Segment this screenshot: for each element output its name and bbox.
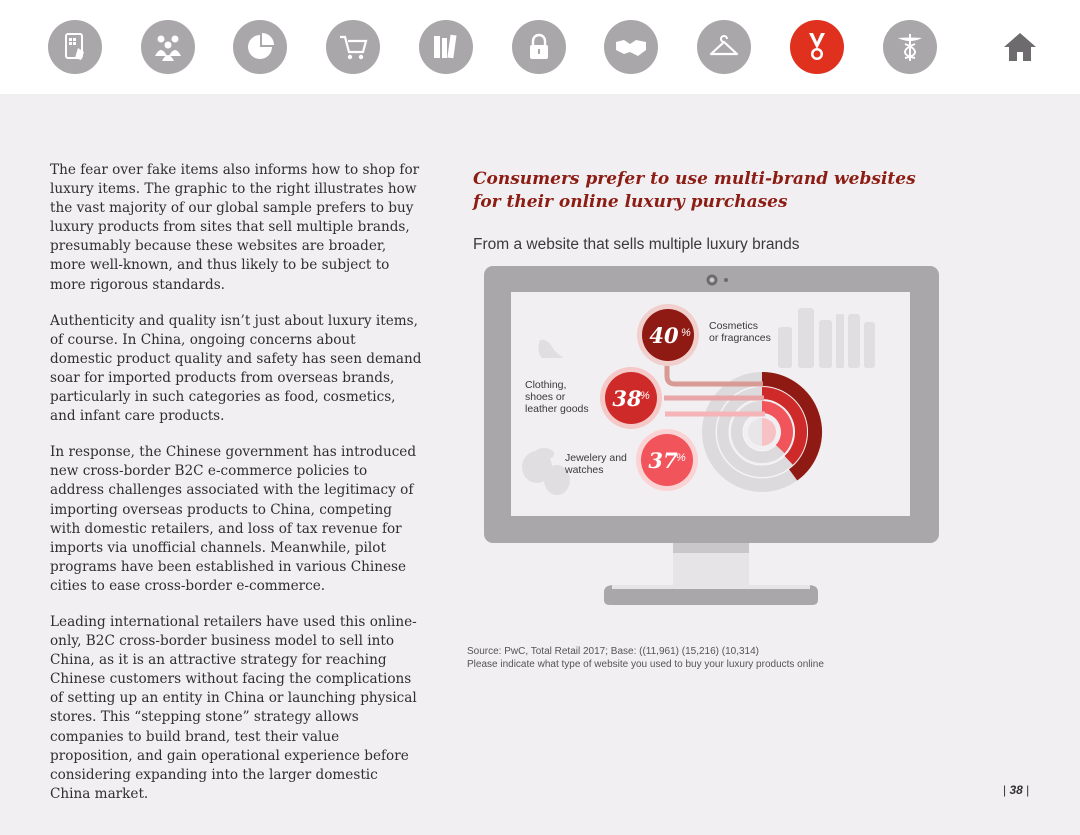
percent-symbol: % [676, 452, 686, 464]
nav-people-icon[interactable] [141, 20, 195, 74]
category-label-cosmetics-2: or fragrances [709, 332, 771, 344]
source-line-1: Source: PwC, Total Retail 2017; Base: ((11,961) (15,216) (10,314) [467, 646, 760, 657]
nav-shopping-cart-icon[interactable] [326, 20, 380, 74]
category-label-jewelery-2: watches [565, 464, 604, 476]
category-label-cosmetics-1: Cosmetics [709, 320, 759, 332]
chart-title: Consumers prefer to use multi-brand websites for their online luxury purchases [473, 169, 916, 212]
category-label-clothing-3: leather goods [525, 403, 589, 415]
percent-symbol: % [681, 327, 691, 339]
monitor-chart [482, 262, 942, 618]
source-line-2: Please indicate what type of website you used to buy your luxury products online [467, 658, 824, 670]
chart-subtitle: From a website that sells multiple luxury brands [473, 236, 800, 253]
percent-symbol: % [640, 390, 650, 402]
value-label-jewelery: 37 [648, 448, 678, 473]
paragraph-1: The fear over fake items also informs how to shop for luxury items. The graphic to the right illustrates how the vast majority of our global sample prefers to buy luxury products from sites that sell multiple brands, presumably because these websites are broader, more well-known, and thus likely to be subject to more rigorous standards. [50, 162, 420, 293]
category-label-jewelery-1: Jewelery and [565, 452, 627, 464]
home-icon[interactable] [1002, 31, 1038, 63]
category-label-clothing-1: Clothing, [525, 379, 567, 391]
value-label-clothing: 38 [612, 386, 642, 411]
nav-lock-icon[interactable] [512, 20, 566, 74]
nav-caduceus-icon[interactable] [883, 20, 937, 74]
nav-medal-icon[interactable] [790, 20, 844, 74]
nav-hanger-icon[interactable] [697, 20, 751, 74]
nav-handshake-icon[interactable] [604, 20, 658, 74]
top-navigation [0, 0, 1080, 94]
nav-pie-chart-icon[interactable] [233, 20, 287, 74]
bubble-cosmetics [637, 304, 699, 366]
paragraph-2: Authenticity and quality isn’t just about luxury items, of course. In China, ongoing concerns about domestic product quality and safety has seen demand soar for imported products from overseas brands, particularly in such categories as food, cosmetics, and infant care products. [50, 312, 422, 425]
paragraph-4: Leading international retailers have used this online-only, B2C cross-border business model to sell into China, as it is an attractive strategy for reaching Chinese customers without facing the complications of setting up an entity in China or launching physical stores. This “stepping stone” strategy allows companies to build brand, test their value proposition, and gain operational experience before considering expanding into the larger domestic China market. [50, 613, 417, 802]
paragraph-3: In response, the Chinese government has introduced new cross-border B2C e-commerce policies to address challenges associated with the legitimacy of importing overseas products to China, competing with domestic retailers, and loss of tax revenue for imports via unofficial channels. Meanwhile, pilot programs have been established in various Chinese cities to ease cross-border e-commerce. [50, 444, 417, 594]
body-text [50, 161, 422, 821]
page-number: | 38 | [1003, 783, 1030, 797]
nav-books-icon[interactable] [419, 20, 473, 74]
bubble-jewelery [636, 429, 698, 491]
nav-tablet-icon[interactable] [48, 20, 102, 74]
value-label-cosmetics: 40 [649, 323, 679, 348]
bubble-clothing [600, 367, 662, 429]
chart-source [467, 646, 824, 671]
category-label-clothing-2: shoes or [525, 391, 566, 403]
radial-chart [709, 379, 815, 485]
